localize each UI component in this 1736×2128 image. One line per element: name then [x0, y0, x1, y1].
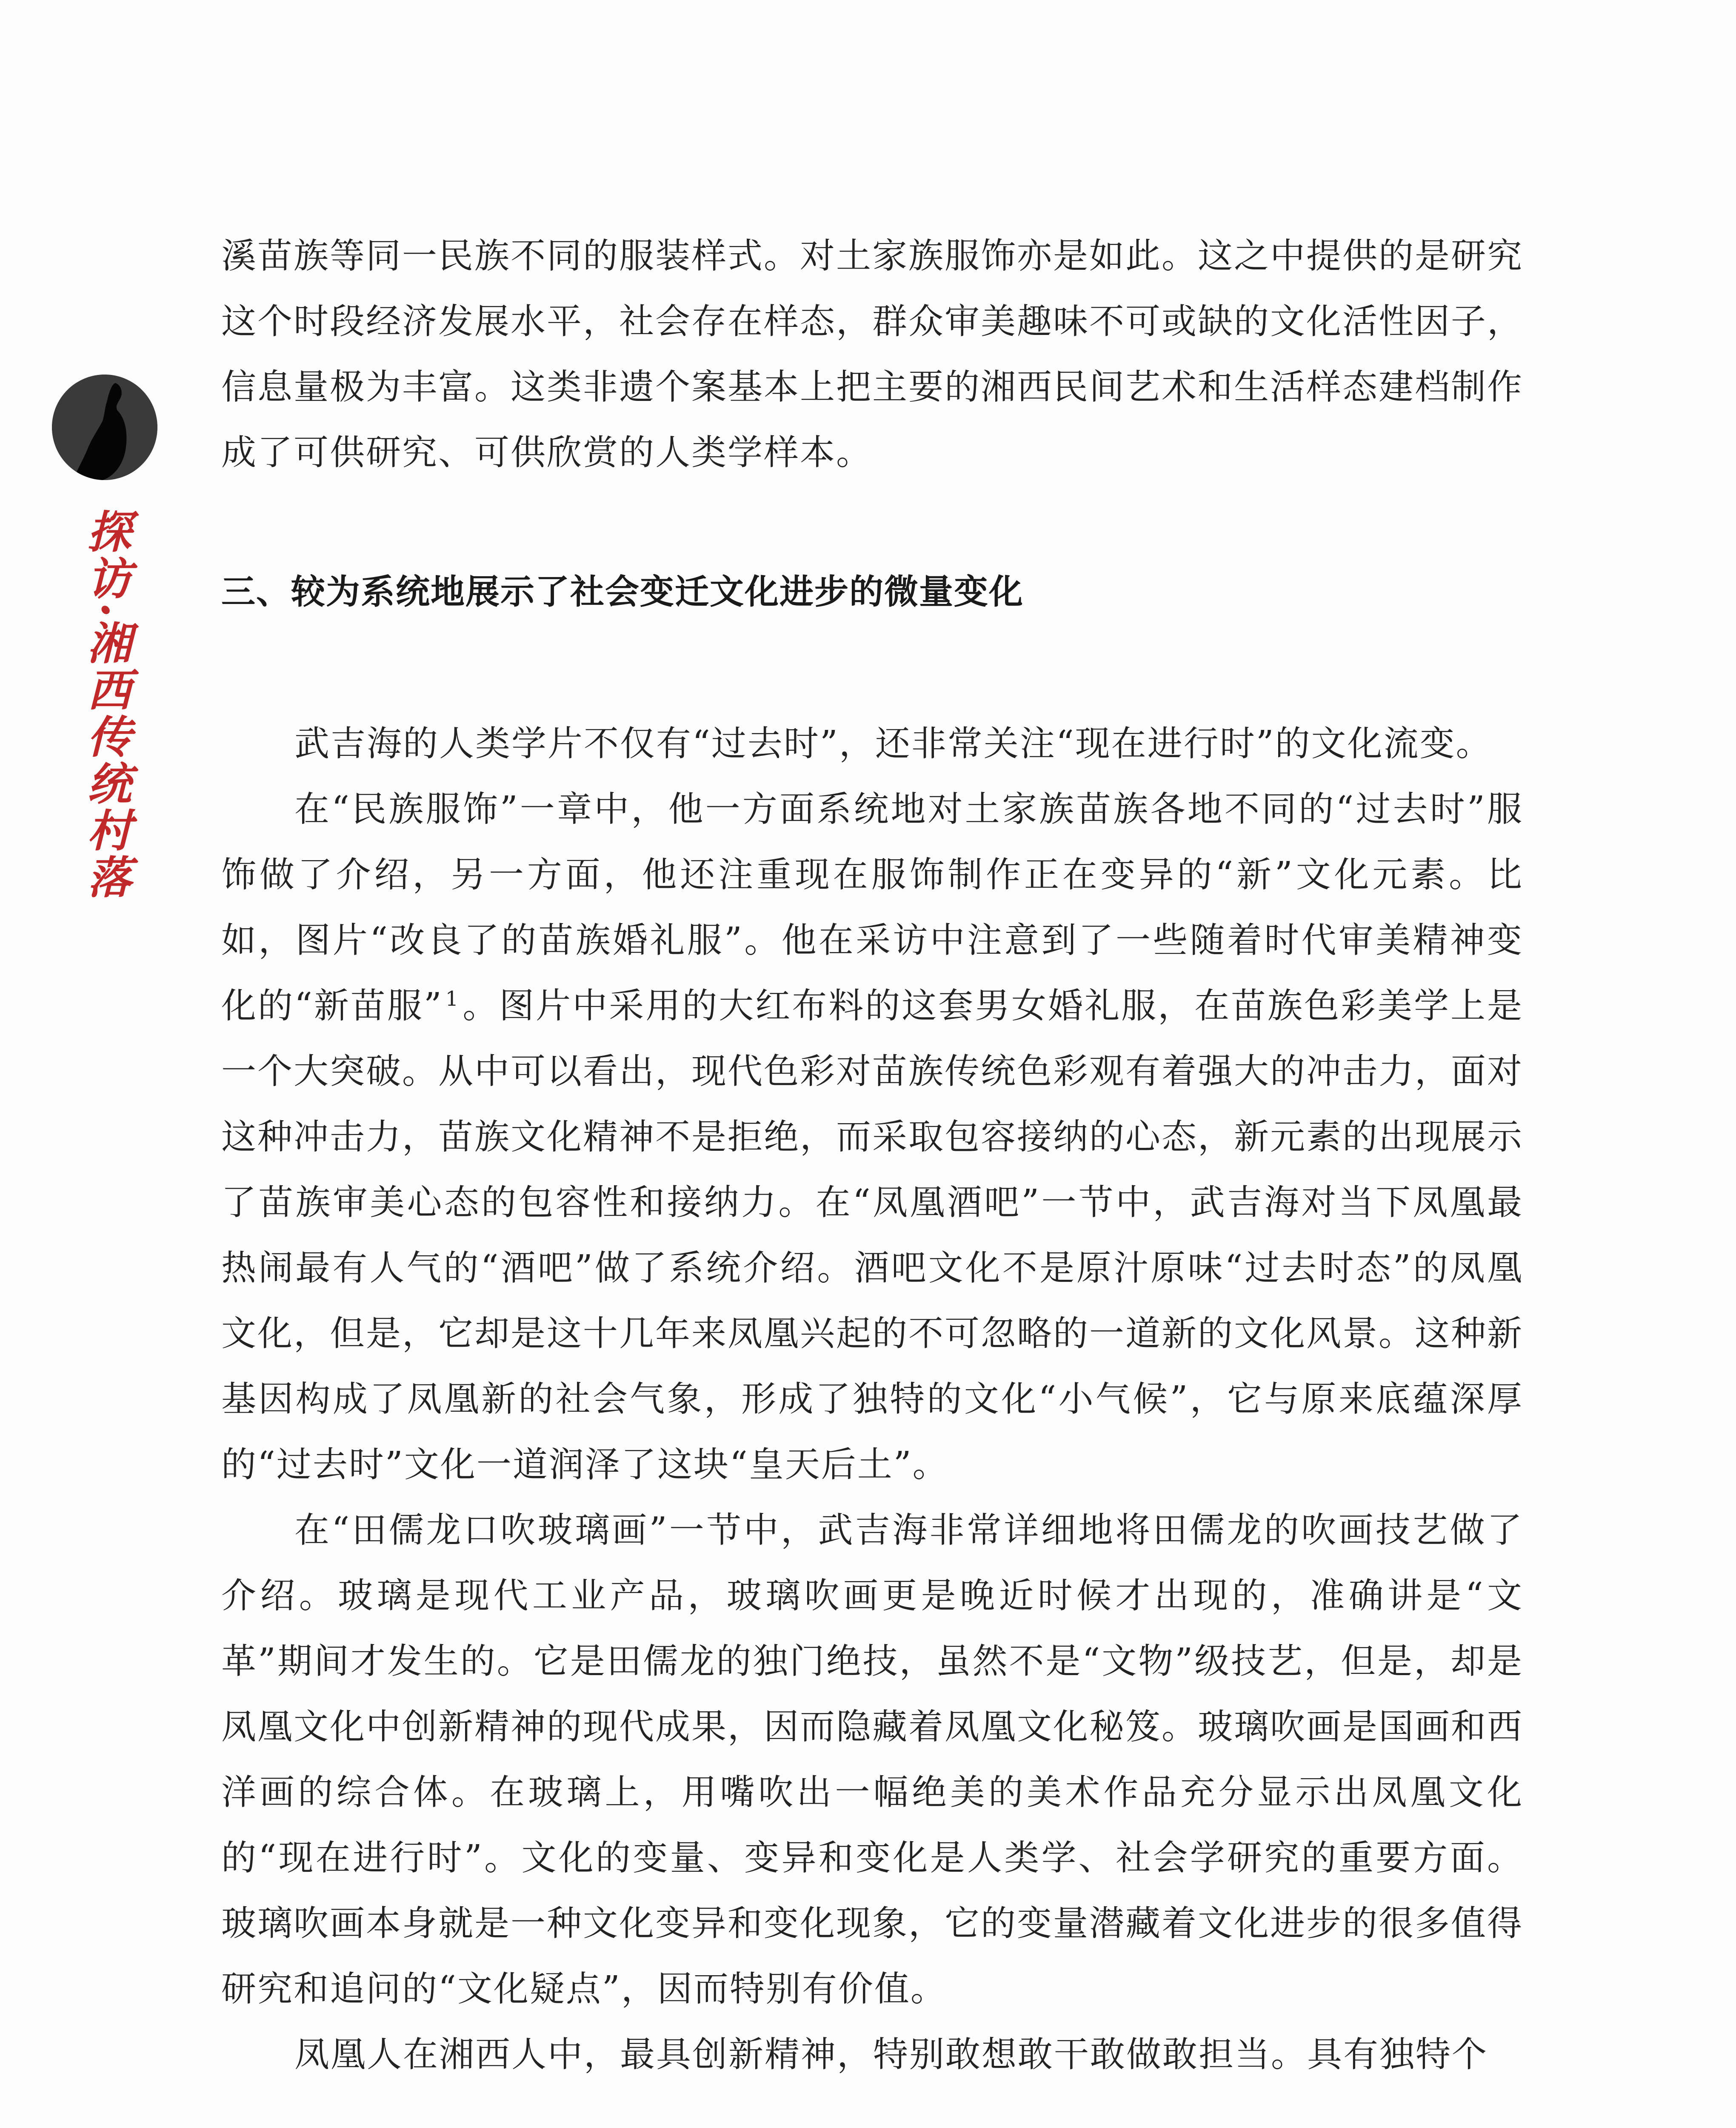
paragraph: 凤凰人在湘西人中，最具创新精神，特别敢想敢干敢做敢担当。具有独特个	[294, 2034, 1488, 2075]
paragraph: 武吉海的人类学片不仅有“过去时”，还非常关注“现在进行时”的文化流变。	[294, 724, 1492, 764]
paragraph	[221, 777, 1523, 1498]
thinker-silhouette-icon	[52, 375, 157, 480]
footnote-marker: 1	[445, 987, 460, 1011]
paragraph-text: 在“民族服饰”一章中，他一方面系统地对土家族苗族各地不同的“过去时”服饰做了介绍，另一方面，他还注重现在服饰制作正在变异的“新”文化元素。比如，图片“改良了的苗族婚礼服”。他在采访中注意到了一些随着时代审美精神变化的“新苗服”	[221, 789, 1523, 1026]
paragraph: 在“田儒龙口吹玻璃画”一节中，武吉海非常详细地将田儒龙的吹画技艺做了介绍。玻璃是现代工业产品，玻璃吹画更是晚近时候才出现的，准确讲是“文革”期间才发生的。它是田儒龙的独门绝技，虽然不是“文物”级技艺，但是，却是凤凰文化中创新精神的现代成果，因而隐藏着凤凰文化秘笈。玻璃吹画是国画和西洋画的综合体。在玻璃上，用嘴吹出一幅绝美的美术作品充分显示出凤凰文化的“现在进行时”。文化的变量、变异和变化是人类学、社会学研究的重要方面。玻璃吹画本身就是一种文化变异和变化现象，它的变量潜藏着文化进步的很多值得研究和追问的“文化疑点”，因而特别有价值。	[221, 1510, 1524, 2009]
main-text	[221, 223, 1523, 2088]
paragraph-text: 。图片中采用的大红布料的这套男女婚礼服，在苗族色彩美学上是一个大突破。从中可以看出，现代色彩对苗族传统色彩观有着强大的冲击力，面对这种冲击力，苗族文化精神不是拒绝，而采取包容接纳的心态，新元素的出现展示了苗族审美心态的包容性和接纳力。在“凤凰酒吧”一节中，武吉海对当下凤凰最热闹最有人气的“酒吧”做了系统介绍。酒吧文化不是原汁原味“过去时态”的凤凰文化，但是，它却是这十几年来凤凰兴起的不可忽略的一道新的文化风景。这种新基因构成了凤凰新的社会气象，形成了独特的文化“小气候”，它与原来底蕴深厚的“过去时”文化一道润泽了这块“皇天后土”。	[221, 986, 1524, 1485]
book-series-title: 探访·湘西传统村落	[80, 509, 132, 901]
section-heading: 三、较为系统地展示了社会变迁文化进步的微量变化	[221, 572, 1024, 612]
paragraph-continued: 溪苗族等同一民族不同的服装样式。对土家族服饰亦是如此。这之中提供的是研究这个时段经济发展水平，社会存在样态，群众审美趣味不可或缺的文化活性因子，信息量极为丰富。这类非遗个案基本上把主要的湘西民间艺术和生活样态建档制作成了可供研究、可供欣赏的人类学样本。	[221, 236, 1524, 473]
